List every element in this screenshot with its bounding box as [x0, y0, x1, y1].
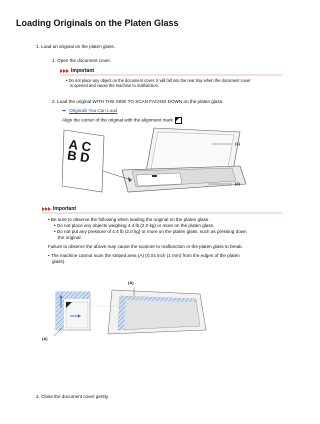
- important-2-bullet2a: The machine cannot scan the striped area (A) (0.04 inch (1 mm) from the edges of the platen: [50, 252, 240, 258]
- link-row: [62, 108, 117, 114]
- important-2-bullet-2: [48, 253, 282, 265]
- important-1-line2: is opened and cause the machine to malfunction.: [70, 82, 159, 88]
- important-divider-1: [60, 74, 282, 76]
- bullet-icon: •: [54, 222, 56, 228]
- step-2-text: Close the document cover gently.: [41, 394, 109, 399]
- important-icon: [42, 207, 51, 212]
- original-letter-b: B: [66, 147, 78, 164]
- callout-a-left: (A): [42, 336, 48, 341]
- step-2: [36, 394, 109, 400]
- step-1-text: Load an original on the platen glass.: [41, 44, 115, 49]
- callout-2: (2): [235, 181, 240, 186]
- align-text: Align the corner of the original with the alignment mark: [62, 117, 173, 123]
- substep-2-number: 2.: [52, 99, 56, 104]
- original-letter-c: C: [80, 138, 93, 155]
- originals-link[interactable]: Originals You Can Load: [69, 108, 118, 113]
- original-letters: [66, 136, 93, 166]
- important-1-line1: Do not place any object on the document cover. It will fall into the rear tray when the document cover: [68, 77, 251, 83]
- page-title: Loading Originals on the Platen Glass: [16, 18, 179, 28]
- important-2-failure: Failure to observe the above may cause the scanner to malfunction or the platen glass to break.: [48, 243, 243, 249]
- important-2-sub-2: [54, 229, 282, 241]
- substep-1-text: Open the document cover.: [57, 58, 112, 63]
- align-instruction: [62, 117, 182, 124]
- step-2-number: 2.: [36, 394, 40, 399]
- substep-2-text: Load the original WITH THE SIDE TO SCAN FACING DOWN on the platen glass.: [57, 99, 224, 104]
- bullet-icon: •: [48, 252, 50, 258]
- original-letter-a: A: [67, 136, 80, 153]
- substep-2: [52, 99, 223, 105]
- important-icon: [60, 69, 69, 74]
- step-1: [36, 44, 115, 50]
- step-1-number: 1.: [36, 44, 40, 49]
- striped-area-illustration: [50, 284, 210, 350]
- alignment-mark-icon: [175, 117, 182, 124]
- bullet-icon: •: [54, 228, 56, 234]
- bullet-icon: •: [48, 216, 50, 222]
- figure-striped-area: [42, 280, 210, 350]
- arrow-right-icon: ➡: [62, 108, 66, 113]
- callout-a-top: (A): [128, 280, 134, 285]
- callout-1: (1): [235, 141, 240, 146]
- important-2-sub1: Do not place any objects weighing 4.4 lb (2.0 kg) or more on the platen glass.: [56, 222, 215, 228]
- important-2-sub2a: Do not put any pressure of 4.4 lb (2.0 kg) or more on the platen glass, such as pressing down: [56, 228, 247, 234]
- important-label-2: Important: [53, 206, 77, 212]
- scanner-illustration: [62, 126, 252, 198]
- original-letter-d: D: [79, 149, 91, 166]
- important-1-bullet: [66, 78, 282, 89]
- important-2-bullet2b: glass).: [52, 258, 66, 264]
- important-label-1: Important: [71, 68, 95, 74]
- important-box-2: [42, 206, 282, 265]
- important-2-bullet1: Be sure to observe the following when loading the original on the platen glass.: [50, 216, 210, 222]
- important-2-sub2b: the original.: [58, 234, 82, 240]
- important-divider-2: [42, 212, 282, 214]
- important-box-1: [60, 68, 282, 88]
- bullet-icon: •: [66, 77, 68, 83]
- substep-1: [52, 58, 111, 64]
- figure-load-original: [62, 126, 252, 198]
- substep-1-number: 1.: [52, 58, 56, 63]
